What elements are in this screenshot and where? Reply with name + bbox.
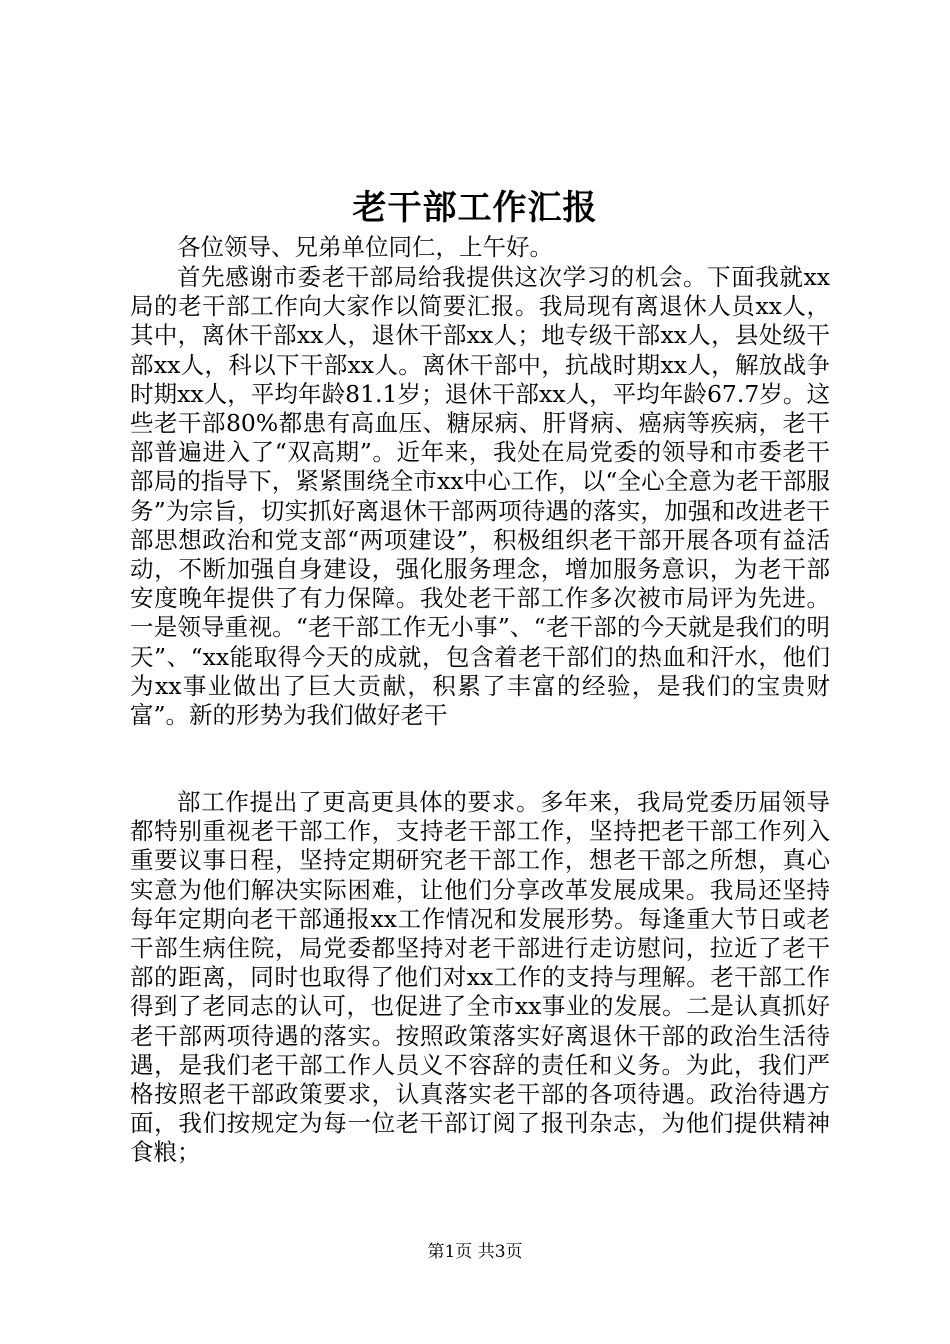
greeting-paragraph: [130, 233, 830, 262]
document-title: 老干部工作汇报: [352, 188, 598, 228]
paragraph-text-2: 部工作提出了更高更具体的要求。多年来，我局党委历届领导都特别重视老干部工作，支持老干部工作，坚持把老干部工作列入重要议事日程，坚持定期研究老干部工作，想老干部之所想，真心实意为他们解决实际困难，让他们分享改革发展成果。我局还坚持每年定期向老干部通报xx工作情况和发展形势。每逢重大节日或老干部生病住院，局党委都坚持对老干部进行走访慰问，拉近了老干部的距离，同时也取得了他们对xx工作的支持与理解。老干部工作得到了老同志的认可，也促进了全市xx事业的发展。二是认真抓好老干部两项待遇的落实。按照政策落实好离退休干部的政治生活待遇，是我们老干部工作人员义不容辞的责任和义务。为此，我们严格按照老干部政策要求，认真落实老干部的各项待遇。政治待遇方面，我们按规定为每一位老干部订阅了报刊杂志，为他们提供精神食粮；: [130, 788, 830, 1167]
greeting-text: 各位领导、兄弟单位同仁，上午好。: [177, 233, 553, 261]
page-indicator: 第1页 共3页: [427, 1242, 523, 1262]
page-footer: [0, 1240, 950, 1264]
paragraph-text-1: 首先感谢市委老干部局给我提供这次学习的机会。下面我就xx局的老干部工作向大家作以简要汇报。我局现有离退休人员xx人，其中，离休干部xx人，退休干部xx人；地专级干部xx人，县处级干部xx人，科以下干部xx人。离休干部中，抗战时期xx人，解放战争时期xx人，平均年龄81.1岁；退休干部xx人，平均年龄67.7岁。这些老干部80%都患有高血压、糖尿病、肝肾病、癌病等疾病，老干部普遍进入了“双高期”。近年来，我处在局党委的领导和市委老干部局的指导下，紧紧围绕全市xx中心工作，以“全心全意为老干部服务”为宗旨，切实抓好离退休干部两项待遇的落实，加强和改进老干部思想政治和党支部“两项建设”，积极组织老干部开展各项有益活动，不断加强自身建设，强化服务理念，增加服务意识，为老干部安度晚年提供了有力保障。我处老干部工作多次被市局评为先进。一是领导重视。“老干部工作无小事”、“老干部的今天就是我们的明天”、“xx能取得今天的成就，包含着老干部们的热血和汗水，他们为xx事业做出了巨大贡献，积累了丰富的经验，是我们的宝贵财富”。新的形势为我们做好老干: [130, 263, 830, 730]
body-paragraph-1: [130, 263, 830, 730]
body-paragraph-2: [130, 788, 830, 1168]
